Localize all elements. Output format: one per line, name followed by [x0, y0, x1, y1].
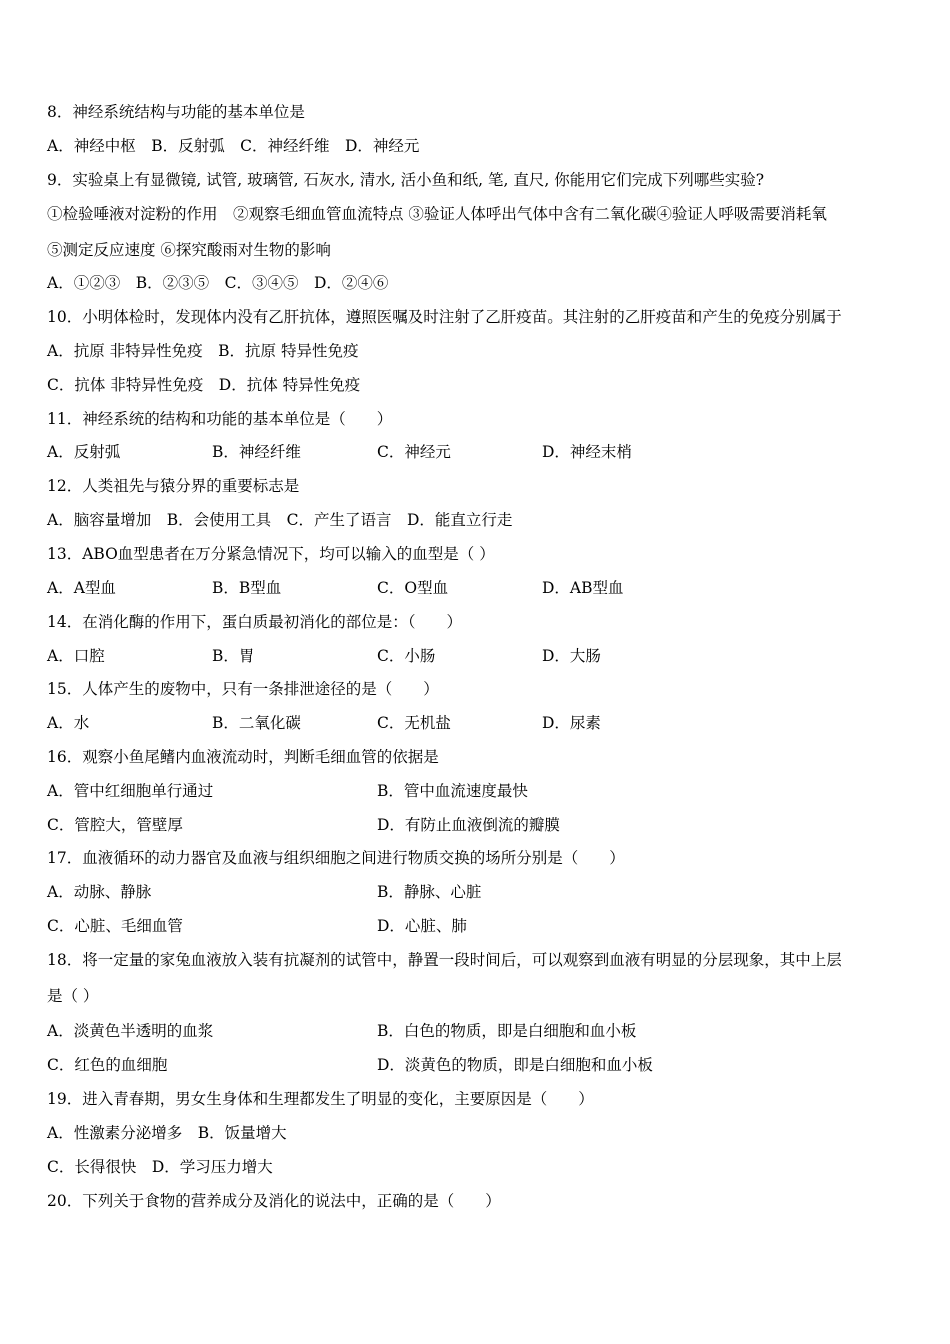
question-20-stem: 20．下列关于食物的营养成分及消化的说法中，正确的是（ ） — [47, 1192, 501, 1210]
question-18-options-row-1 — [47, 1021, 907, 1041]
option-d: D．心脏、肺 — [377, 917, 467, 935]
option-c: C．红色的血细胞 — [47, 1056, 168, 1074]
question-18-stem-cont: 是（ ） — [47, 987, 99, 1005]
question-17-stem: 17．血液循环的动力器官及血液与组织细胞之间进行物质交换的场所分别是（ ） — [47, 849, 625, 867]
option-d: D．大肠 — [542, 647, 601, 665]
option-b: B．二氧化碳 — [212, 714, 301, 732]
option-a: A．动脉、静脉 — [47, 883, 152, 901]
option-c: C．管腔大，管壁厚 — [47, 816, 183, 834]
option-c: C．神经元 — [377, 443, 451, 461]
option-b: B．静脉、心脏 — [377, 883, 482, 901]
option-d: D．神经末梢 — [542, 443, 632, 461]
question-19-options-2: C．长得很快 D．学习压力增大 — [47, 1158, 273, 1176]
option-a: A．淡黄色半透明的血浆 — [47, 1022, 214, 1040]
question-8-options: A．神经中枢 B．反射弧 C．神经纤维 D．神经元 — [47, 137, 420, 155]
question-10-stem: 10．小明体检时，发现体内没有乙肝抗体，遵照医嘱及时注射了乙肝疫苗。其注射的乙肝疫苗和产生的免疫分别属于 — [47, 308, 842, 326]
question-17-options-row-1 — [47, 882, 907, 902]
question-10-options-1: A．抗原 非特异性免疫 B．抗原 特异性免疫 — [47, 342, 359, 360]
question-11-options — [47, 442, 907, 462]
question-11-stem: 11．神经系统的结构和功能的基本单位是（ ） — [47, 410, 393, 428]
option-d: D．尿素 — [542, 714, 601, 732]
question-13-stem: 13．ABO血型患者在万分紧急情况下，均可以输入的血型是（ ） — [47, 545, 495, 563]
option-c: C．心脏、毛细血管 — [47, 917, 183, 935]
option-d: D．有防止血液倒流的瓣膜 — [377, 816, 560, 834]
question-19-stem: 19．进入青春期，男女生身体和生理都发生了明显的变化，主要原因是（ ） — [47, 1090, 594, 1108]
option-d: D．淡黄色的物质，即是白细胞和血小板 — [377, 1056, 653, 1074]
question-9-items-1: ①检验唾液对淀粉的作用 ②观察毛细血管血流特点 ③验证人体呼出气体中含有二氧化碳④验证人呼吸需要消耗氧 — [47, 205, 827, 223]
option-b: B．胃 — [212, 647, 255, 665]
question-18-stem: 18．将一定量的家兔血液放入装有抗凝剂的试管中，静置一段时间后，可以观察到血液有明显的分层现象，其中上层 — [47, 951, 842, 969]
question-19-options-1: A．性激素分泌增多 B．饭量增大 — [47, 1124, 287, 1142]
question-9-stem: 9．实验桌上有显微镜, 试管, 玻璃管, 石灰水, 清水, 活小鱼和纸, 笔, 直尺, 你能用它们完成下列哪些实验? — [47, 171, 765, 189]
option-b: B．白色的物质，即是白细胞和血小板 — [377, 1022, 637, 1040]
question-9-items-2: ⑤测定反应速度 ⑥探究酸雨对生物的影响 — [47, 241, 331, 259]
option-c: C．O型血 — [377, 579, 449, 597]
option-a: A．反射弧 — [47, 443, 121, 461]
option-a: A．口腔 — [47, 647, 105, 665]
question-16-options-row-1 — [47, 781, 907, 801]
question-13-options — [47, 578, 907, 598]
question-12-options: A．脑容量增加 B．会使用工具 C．产生了语言 D．能直立行走 — [47, 511, 513, 529]
question-14-options — [47, 646, 907, 666]
question-18-options-row-2 — [47, 1055, 907, 1075]
question-15-stem: 15．人体产生的废物中，只有一条排泄途径的是（ ） — [47, 680, 439, 698]
option-a: A．水 — [47, 714, 90, 732]
question-12-stem: 12．人类祖先与猿分界的重要标志是 — [47, 477, 300, 495]
option-b: B．管中血流速度最快 — [377, 782, 528, 800]
question-16-stem: 16．观察小鱼尾鳍内血液流动时，判断毛细血管的依据是 — [47, 748, 439, 766]
option-d: D．AB型血 — [542, 579, 624, 597]
question-15-options — [47, 713, 907, 733]
option-b: B．B型血 — [212, 579, 282, 597]
option-b: B．神经纤维 — [212, 443, 301, 461]
option-c: C．无机盐 — [377, 714, 451, 732]
question-17-options-row-2 — [47, 916, 907, 936]
question-8-stem: 8．神经系统结构与功能的基本单位是 — [47, 103, 305, 121]
question-14-stem: 14．在消化酶的作用下，蛋白质最初消化的部位是：（ ） — [47, 613, 462, 631]
question-16-options-row-2 — [47, 815, 907, 835]
option-c: C．小肠 — [377, 647, 436, 665]
option-a: A．A型血 — [47, 579, 116, 597]
question-10-options-2: C．抗体 非特异性免疫 D．抗体 特异性免疫 — [47, 376, 361, 394]
question-9-options: A．①②③ B．②③⑤ C．③④⑤ D．②④⑥ — [47, 274, 389, 292]
option-a: A．管中红细胞单行通过 — [47, 782, 214, 800]
